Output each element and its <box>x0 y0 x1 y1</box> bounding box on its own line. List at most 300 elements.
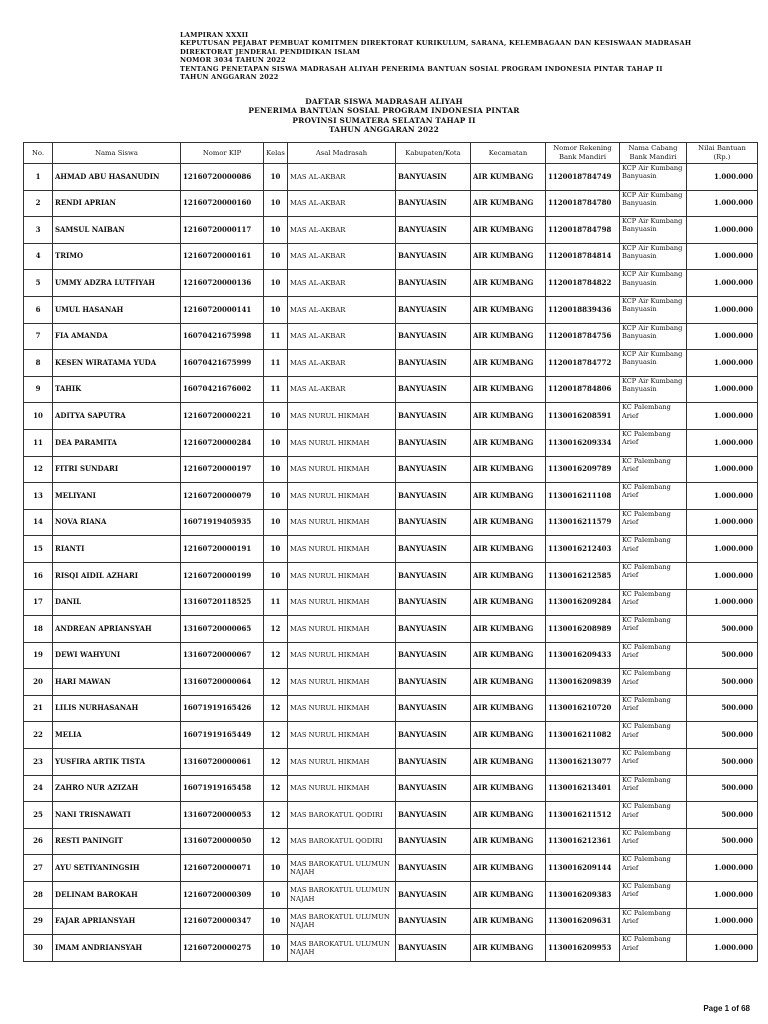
regency-cell: BANYUASIN <box>396 296 471 323</box>
kip-number-cell: 12160720000141 <box>181 296 264 323</box>
class-cell: 12 <box>264 749 288 776</box>
kip-number-cell: 12160720000071 <box>181 855 264 882</box>
madrasah-cell: MAS NURUL HIKMAH <box>288 642 396 669</box>
district-cell: AIR KUMBANG <box>471 270 546 297</box>
aid-amount-cell: 1.000.000 <box>687 456 758 483</box>
aid-amount-cell: 500.000 <box>687 749 758 776</box>
account-number-cell: 1130016213401 <box>546 775 620 802</box>
account-number-cell: 1130016212403 <box>546 536 620 563</box>
regency-cell: BANYUASIN <box>396 935 471 962</box>
kip-number-cell: 12160720000079 <box>181 483 264 510</box>
district-cell: AIR KUMBANG <box>471 190 546 217</box>
student-name-cell: RISQI AIDIL AZHARI <box>53 562 181 589</box>
kip-number-cell: 16070421675999 <box>181 350 264 377</box>
table-body <box>24 164 758 962</box>
row-number-cell: 17 <box>24 589 53 616</box>
class-cell: 10 <box>264 882 288 909</box>
class-cell: 10 <box>264 855 288 882</box>
table-row <box>24 536 758 563</box>
row-number-cell: 24 <box>24 775 53 802</box>
class-cell: 12 <box>264 775 288 802</box>
aid-amount-cell: 1.000.000 <box>687 323 758 350</box>
account-number-cell: 1120018784822 <box>546 270 620 297</box>
account-number-cell: 1130016211082 <box>546 722 620 749</box>
madrasah-cell: MAS BAROKATUL ULUMUN NAJAH <box>288 855 396 882</box>
class-cell: 10 <box>264 483 288 510</box>
student-name-cell: MELIA <box>53 722 181 749</box>
account-number-cell: 1120018784780 <box>546 190 620 217</box>
account-number-cell: 1120018784814 <box>546 243 620 270</box>
bank-branch-cell: KC Palembang Arief <box>620 855 687 882</box>
class-cell: 10 <box>264 270 288 297</box>
district-cell: AIR KUMBANG <box>471 217 546 244</box>
madrasah-cell: MAS AL-AKBAR <box>288 243 396 270</box>
aid-amount-cell: 1.000.000 <box>687 483 758 510</box>
table-row <box>24 722 758 749</box>
district-cell: AIR KUMBANG <box>471 323 546 350</box>
account-number-cell: 1130016209789 <box>546 456 620 483</box>
bank-branch-cell: KC Palembang Arief <box>620 642 687 669</box>
student-name-cell: ANDREAN APRIANSYAH <box>53 616 181 643</box>
table-row <box>24 217 758 244</box>
regency-cell: BANYUASIN <box>396 669 471 696</box>
header-line: TENTANG PENETAPAN SISWA MADRASAH ALIYAH PENERIMA BANTUAN SOSIAL PROGRAM INDONESIA PINTAR TAHAP II <box>180 64 663 73</box>
madrasah-cell: MAS NURUL HIKMAH <box>288 456 396 483</box>
regency-cell: BANYUASIN <box>396 589 471 616</box>
title-line: PENERIMA BANTUAN SOSIAL PROGRAM INDONESIA PINTAR <box>248 106 520 116</box>
kip-number-cell: 12160720000347 <box>181 908 264 935</box>
title-line: TAHUN ANGGARAN 2022 <box>328 125 439 135</box>
district-cell: AIR KUMBANG <box>471 855 546 882</box>
madrasah-cell: MAS NURUL HIKMAH <box>288 589 396 616</box>
district-cell: AIR KUMBANG <box>471 456 546 483</box>
row-number-cell: 6 <box>24 296 53 323</box>
account-number-cell: 1130016211108 <box>546 483 620 510</box>
student-name-cell: RENDI APRIAN <box>53 190 181 217</box>
class-cell: 11 <box>264 376 288 403</box>
column-header: Nama Cabang Bank Mandiri <box>620 143 687 164</box>
table-row <box>24 616 758 643</box>
student-name-cell: KESEN WIRATAMA YUDA <box>53 350 181 377</box>
row-number-cell: 13 <box>24 483 53 510</box>
account-number-cell: 1130016213077 <box>546 749 620 776</box>
madrasah-cell: MAS BAROKATUL QODIRI <box>288 828 396 855</box>
table-row <box>24 509 758 536</box>
table-row <box>24 323 758 350</box>
district-cell: AIR KUMBANG <box>471 616 546 643</box>
district-cell: AIR KUMBANG <box>471 749 546 776</box>
account-number-cell: 1130016209631 <box>546 908 620 935</box>
madrasah-cell: MAS AL-AKBAR <box>288 323 396 350</box>
row-number-cell: 5 <box>24 270 53 297</box>
table-row <box>24 935 758 962</box>
row-number-cell: 27 <box>24 855 53 882</box>
account-number-cell: 1130016209284 <box>546 589 620 616</box>
madrasah-cell: MAS AL-AKBAR <box>288 217 396 244</box>
regency-cell: BANYUASIN <box>396 908 471 935</box>
table-row <box>24 775 758 802</box>
regency-cell: BANYUASIN <box>396 616 471 643</box>
column-header: Kecamatan <box>471 143 546 164</box>
aid-amount-cell: 1.000.000 <box>687 908 758 935</box>
bank-branch-cell: KCP Air Kumbang Banyuasin <box>620 190 687 217</box>
row-number-cell: 15 <box>24 536 53 563</box>
class-cell: 11 <box>264 350 288 377</box>
bank-branch-cell: KC Palembang Arief <box>620 429 687 456</box>
district-cell: AIR KUMBANG <box>471 562 546 589</box>
regency-cell: BANYUASIN <box>396 323 471 350</box>
class-cell: 12 <box>264 669 288 696</box>
bank-branch-cell: KC Palembang Arief <box>620 935 687 962</box>
regency-cell: BANYUASIN <box>396 642 471 669</box>
class-cell: 10 <box>264 217 288 244</box>
title-line: PROVINSI SUMATERA SELATAN TAHAP II <box>292 115 476 125</box>
student-name-cell: SAMSUL NAIBAN <box>53 217 181 244</box>
student-name-cell: ADITYA SAPUTRA <box>53 403 181 430</box>
aid-amount-cell: 500.000 <box>687 695 758 722</box>
student-name-cell: FAJAR APRIANSYAH <box>53 908 181 935</box>
bank-branch-cell: KC Palembang Arief <box>620 828 687 855</box>
table-row <box>24 456 758 483</box>
kip-number-cell: 16070421676002 <box>181 376 264 403</box>
aid-amount-cell: 500.000 <box>687 616 758 643</box>
class-cell: 10 <box>264 296 288 323</box>
aid-amount-cell: 1.000.000 <box>687 350 758 377</box>
class-cell: 10 <box>264 403 288 430</box>
column-header: Nilai Bantuan (Rp.) <box>687 143 758 164</box>
table-row <box>24 296 758 323</box>
row-number-cell: 29 <box>24 908 53 935</box>
district-cell: AIR KUMBANG <box>471 669 546 696</box>
column-header: Nomor Rekening Bank Mandiri <box>546 143 620 164</box>
header-line: KEPUTUSAN PEJABAT PEMBUAT KOMITMEN DIREKTORAT KURIKULUM, SARANA, KELEMBAGAAN DAN KESISWAAN MADRASAH <box>180 39 692 48</box>
district-cell: AIR KUMBANG <box>471 243 546 270</box>
table-row <box>24 270 758 297</box>
class-cell: 12 <box>264 695 288 722</box>
bank-branch-cell: KCP Air Kumbang Banyuasin <box>620 243 687 270</box>
row-number-cell: 14 <box>24 509 53 536</box>
regency-cell: BANYUASIN <box>396 509 471 536</box>
student-name-cell: IMAM ANDRIANSYAH <box>53 935 181 962</box>
kip-number-cell: 12160720000191 <box>181 536 264 563</box>
kip-number-cell: 12160720000221 <box>181 403 264 430</box>
account-number-cell: 1130016208989 <box>546 616 620 643</box>
table-row <box>24 483 758 510</box>
account-number-cell: 1130016211579 <box>546 509 620 536</box>
aid-amount-cell: 500.000 <box>687 669 758 696</box>
row-number-cell: 10 <box>24 403 53 430</box>
madrasah-cell: MAS NURUL HIKMAH <box>288 509 396 536</box>
account-number-cell: 1120018784749 <box>546 164 620 191</box>
row-number-cell: 4 <box>24 243 53 270</box>
student-name-cell: HARI MAWAN <box>53 669 181 696</box>
aid-amount-cell: 1.000.000 <box>687 536 758 563</box>
bank-branch-cell: KC Palembang Arief <box>620 908 687 935</box>
class-cell: 10 <box>264 456 288 483</box>
row-number-cell: 28 <box>24 882 53 909</box>
bank-branch-cell: KC Palembang Arief <box>620 536 687 563</box>
account-number-cell: 1130016211512 <box>546 802 620 829</box>
bank-branch-cell: KC Palembang Arief <box>620 695 687 722</box>
district-cell: AIR KUMBANG <box>471 429 546 456</box>
student-name-cell: DANIL <box>53 589 181 616</box>
title-line: DAFTAR SISWA MADRASAH ALIYAH <box>305 97 463 106</box>
district-cell: AIR KUMBANG <box>471 403 546 430</box>
bank-branch-cell: KCP Air Kumbang Banyuasin <box>620 217 687 244</box>
bank-branch-cell: KCP Air Kumbang Banyuasin <box>620 164 687 191</box>
regency-cell: BANYUASIN <box>396 403 471 430</box>
table-row <box>24 855 758 882</box>
madrasah-cell: MAS NURUL HIKMAH <box>288 562 396 589</box>
kip-number-cell: 13160720000067 <box>181 642 264 669</box>
madrasah-cell: MAS NURUL HIKMAH <box>288 749 396 776</box>
bank-branch-cell: KC Palembang Arief <box>620 403 687 430</box>
table-row <box>24 882 758 909</box>
class-cell: 10 <box>264 908 288 935</box>
aid-amount-cell: 500.000 <box>687 775 758 802</box>
aid-amount-cell: 1.000.000 <box>687 562 758 589</box>
district-cell: AIR KUMBANG <box>471 296 546 323</box>
madrasah-cell: MAS NURUL HIKMAH <box>288 403 396 430</box>
account-number-cell: 1120018784798 <box>546 217 620 244</box>
regency-cell: BANYUASIN <box>396 775 471 802</box>
class-cell: 11 <box>264 323 288 350</box>
kip-number-cell: 13160720000053 <box>181 802 264 829</box>
table-row <box>24 429 758 456</box>
bank-branch-cell: KC Palembang Arief <box>620 483 687 510</box>
bank-branch-cell: KCP Air Kumbang Banyuasin <box>620 350 687 377</box>
regency-cell: BANYUASIN <box>396 270 471 297</box>
madrasah-cell: MAS AL-AKBAR <box>288 376 396 403</box>
class-cell: 10 <box>264 536 288 563</box>
bank-branch-cell: KC Palembang Arief <box>620 589 687 616</box>
aid-amount-cell: 1.000.000 <box>687 190 758 217</box>
row-number-cell: 11 <box>24 429 53 456</box>
regency-cell: BANYUASIN <box>396 483 471 510</box>
aid-amount-cell: 1.000.000 <box>687 376 758 403</box>
kip-number-cell: 16071919165449 <box>181 722 264 749</box>
column-header: Asal Madrasah <box>288 143 396 164</box>
bank-branch-cell: KC Palembang Arief <box>620 669 687 696</box>
aid-amount-cell: 1.000.000 <box>687 296 758 323</box>
column-header: Nama Siswa <box>53 143 181 164</box>
column-header: Nomor KIP <box>181 143 264 164</box>
district-cell: AIR KUMBANG <box>471 376 546 403</box>
row-number-cell: 19 <box>24 642 53 669</box>
row-number-cell: 22 <box>24 722 53 749</box>
students-table <box>23 142 758 962</box>
student-name-cell: RIANTI <box>53 536 181 563</box>
kip-number-cell: 12160720000117 <box>181 217 264 244</box>
class-cell: 10 <box>264 243 288 270</box>
header-line: NOMOR 3034 TAHUN 2022 <box>180 56 286 65</box>
row-number-cell: 30 <box>24 935 53 962</box>
bank-branch-cell: KC Palembang Arief <box>620 749 687 776</box>
district-cell: AIR KUMBANG <box>471 536 546 563</box>
bank-branch-cell: KC Palembang Arief <box>620 616 687 643</box>
table-row <box>24 164 758 191</box>
kip-number-cell: 13160720000050 <box>181 828 264 855</box>
madrasah-cell: MAS AL-AKBAR <box>288 270 396 297</box>
account-number-cell: 1130016208591 <box>546 403 620 430</box>
header-line: TAHUN ANGGARAN 2022 <box>180 73 279 82</box>
aid-amount-cell: 1.000.000 <box>687 855 758 882</box>
kip-number-cell: 16071919165426 <box>181 695 264 722</box>
district-cell: AIR KUMBANG <box>471 509 546 536</box>
class-cell: 11 <box>264 589 288 616</box>
student-name-cell: DEA PARAMITA <box>53 429 181 456</box>
bank-branch-cell: KCP Air Kumbang Banyuasin <box>620 296 687 323</box>
madrasah-cell: MAS BAROKATUL ULUMUN NAJAH <box>288 935 396 962</box>
aid-amount-cell: 1.000.000 <box>687 403 758 430</box>
kip-number-cell: 13160720118525 <box>181 589 264 616</box>
row-number-cell: 9 <box>24 376 53 403</box>
regency-cell: BANYUASIN <box>396 243 471 270</box>
madrasah-cell: MAS NURUL HIKMAH <box>288 722 396 749</box>
regency-cell: BANYUASIN <box>396 562 471 589</box>
student-name-cell: TAHIK <box>53 376 181 403</box>
student-name-cell: TRIMO <box>53 243 181 270</box>
aid-amount-cell: 1.000.000 <box>687 589 758 616</box>
row-number-cell: 16 <box>24 562 53 589</box>
student-name-cell: NANI TRISNAWATI <box>53 802 181 829</box>
bank-branch-cell: KCP Air Kumbang Banyuasin <box>620 323 687 350</box>
madrasah-cell: MAS NURUL HIKMAH <box>288 695 396 722</box>
row-number-cell: 7 <box>24 323 53 350</box>
student-name-cell: UMMY ADZRA LUTFIYAH <box>53 270 181 297</box>
table-row <box>24 802 758 829</box>
page-number: Page 1 of 68 <box>703 1004 750 1013</box>
table-row <box>24 749 758 776</box>
account-number-cell: 1130016209433 <box>546 642 620 669</box>
column-header: No. <box>24 143 53 164</box>
madrasah-cell: MAS NURUL HIKMAH <box>288 775 396 802</box>
bank-branch-cell: KC Palembang Arief <box>620 775 687 802</box>
class-cell: 10 <box>264 164 288 191</box>
regency-cell: BANYUASIN <box>396 802 471 829</box>
regency-cell: BANYUASIN <box>396 722 471 749</box>
district-cell: AIR KUMBANG <box>471 695 546 722</box>
aid-amount-cell: 500.000 <box>687 642 758 669</box>
regency-cell: BANYUASIN <box>396 695 471 722</box>
madrasah-cell: MAS NURUL HIKMAH <box>288 536 396 563</box>
table-row <box>24 695 758 722</box>
bank-branch-cell: KCP Air Kumbang Banyuasin <box>620 376 687 403</box>
table-row <box>24 376 758 403</box>
kip-number-cell: 16070421675998 <box>181 323 264 350</box>
student-name-cell: UMUL HASANAH <box>53 296 181 323</box>
student-name-cell: RESTI PANINGIT <box>53 828 181 855</box>
row-number-cell: 20 <box>24 669 53 696</box>
student-name-cell: AHMAD ABU HASANUDIN <box>53 164 181 191</box>
student-name-cell: YUSFIRA ARTIK TISTA <box>53 749 181 776</box>
account-number-cell: 1130016209144 <box>546 855 620 882</box>
aid-amount-cell: 1.000.000 <box>687 217 758 244</box>
regency-cell: BANYUASIN <box>396 882 471 909</box>
regency-cell: BANYUASIN <box>396 217 471 244</box>
regency-cell: BANYUASIN <box>396 855 471 882</box>
student-name-cell: FIA AMANDA <box>53 323 181 350</box>
table-row <box>24 828 758 855</box>
header-row <box>24 143 758 164</box>
regency-cell: BANYUASIN <box>396 164 471 191</box>
account-number-cell: 1130016209953 <box>546 935 620 962</box>
table-row <box>24 350 758 377</box>
aid-amount-cell: 500.000 <box>687 802 758 829</box>
account-number-cell: 1120018839436 <box>546 296 620 323</box>
madrasah-cell: MAS NURUL HIKMAH <box>288 616 396 643</box>
regency-cell: BANYUASIN <box>396 456 471 483</box>
regency-cell: BANYUASIN <box>396 828 471 855</box>
bank-branch-cell: KCP Air Kumbang Banyuasin <box>620 270 687 297</box>
row-number-cell: 21 <box>24 695 53 722</box>
account-number-cell: 1120018784772 <box>546 350 620 377</box>
kip-number-cell: 13160720000064 <box>181 669 264 696</box>
madrasah-cell: MAS NURUL HIKMAH <box>288 429 396 456</box>
madrasah-cell: MAS BAROKATUL ULUMUN NAJAH <box>288 882 396 909</box>
district-cell: AIR KUMBANG <box>471 802 546 829</box>
madrasah-cell: MAS BAROKATUL QODIRI <box>288 802 396 829</box>
class-cell: 12 <box>264 642 288 669</box>
row-number-cell: 8 <box>24 350 53 377</box>
kip-number-cell: 12160720000136 <box>181 270 264 297</box>
district-cell: AIR KUMBANG <box>471 908 546 935</box>
aid-amount-cell: 1.000.000 <box>687 429 758 456</box>
kip-number-cell: 12160720000284 <box>181 429 264 456</box>
district-cell: AIR KUMBANG <box>471 164 546 191</box>
kip-number-cell: 16071919165458 <box>181 775 264 802</box>
regency-cell: BANYUASIN <box>396 190 471 217</box>
student-name-cell: ZAHRO NUR AZIZAH <box>53 775 181 802</box>
kip-number-cell: 16071919405935 <box>181 509 264 536</box>
kip-number-cell: 12160720000197 <box>181 456 264 483</box>
aid-amount-cell: 500.000 <box>687 722 758 749</box>
district-cell: AIR KUMBANG <box>471 775 546 802</box>
kip-number-cell: 12160720000275 <box>181 935 264 962</box>
madrasah-cell: MAS NURUL HIKMAH <box>288 483 396 510</box>
kip-number-cell: 12160720000086 <box>181 164 264 191</box>
district-cell: AIR KUMBANG <box>471 828 546 855</box>
table-row <box>24 669 758 696</box>
table-row <box>24 589 758 616</box>
student-name-cell: FITRI SUNDARI <box>53 456 181 483</box>
document-titles <box>0 97 768 135</box>
district-cell: AIR KUMBANG <box>471 722 546 749</box>
kip-number-cell: 12160720000199 <box>181 562 264 589</box>
account-number-cell: 1130016212585 <box>546 562 620 589</box>
class-cell: 12 <box>264 722 288 749</box>
madrasah-cell: MAS BAROKATUL ULUMUN NAJAH <box>288 908 396 935</box>
row-number-cell: 3 <box>24 217 53 244</box>
table-row <box>24 562 758 589</box>
column-header: Kelas <box>264 143 288 164</box>
madrasah-cell: MAS AL-AKBAR <box>288 296 396 323</box>
row-number-cell: 2 <box>24 190 53 217</box>
class-cell: 10 <box>264 935 288 962</box>
bank-branch-cell: KC Palembang Arief <box>620 562 687 589</box>
table-row <box>24 190 758 217</box>
row-number-cell: 1 <box>24 164 53 191</box>
district-cell: AIR KUMBANG <box>471 935 546 962</box>
aid-amount-cell: 1.000.000 <box>687 243 758 270</box>
account-number-cell: 1130016209334 <box>546 429 620 456</box>
regency-cell: BANYUASIN <box>396 376 471 403</box>
row-number-cell: 12 <box>24 456 53 483</box>
table-row <box>24 403 758 430</box>
class-cell: 10 <box>264 429 288 456</box>
district-cell: AIR KUMBANG <box>471 483 546 510</box>
class-cell: 10 <box>264 509 288 536</box>
